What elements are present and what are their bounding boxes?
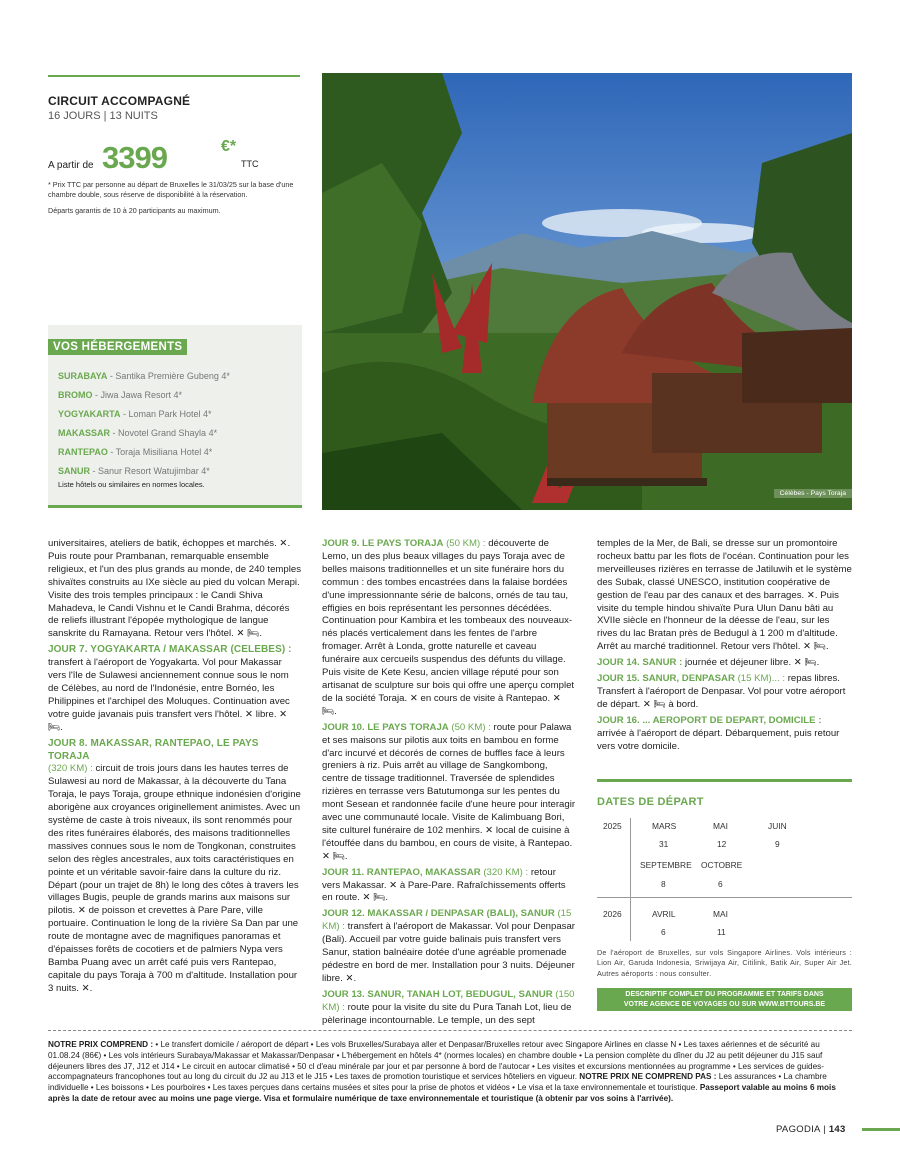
day-label: 31 xyxy=(659,839,669,849)
departure-guarantee: Départs garantis de 10 à 20 participants au maximum. xyxy=(48,206,221,215)
hotels-title: VOS HÉBERGEMENTS xyxy=(48,339,187,355)
price-prefix: A partir de xyxy=(48,160,94,171)
day15: JOUR 15. SANUR, DENPASAR (15 KM)... : repas libres. Transfert à l'aéroport de Denpasar. Vol pour votre aéroport de départ. ✕ 🛏 à bord. xyxy=(597,673,846,710)
cta-line: VOTRE AGENCE DE VOYAGES OU SUR WWW.BTTOURS.BE xyxy=(623,1001,826,1008)
day-label: 9 xyxy=(775,839,780,849)
day16: JOUR 16. ... AEROPORT DE DEPART, DOMICILE : arrivée à l'aéroport de départ. Débarquement, puis retour vers votre domicile. xyxy=(597,714,840,752)
dates-divider-horizontal xyxy=(597,897,852,898)
excluded-text: Les assurances • La chambre individuelle • Les boissons • Les pourboires • Les taxes perçues dans certains musées et sites pour la prise de photos et vidéos • Le visa et la taxe environnementale et touristique. xyxy=(48,1072,827,1093)
dates-title: DATES DE DÉPART xyxy=(597,796,704,808)
hotel-item: RANTEPAO - Toraja Misiliana Hotel 4* xyxy=(58,447,213,457)
departure-dates-table xyxy=(597,818,852,943)
day9: JOUR 9. LE PAYS TORAJA (50 KM) : découverte de Lemo, un des plus beaux villages du pays Toraja avec de belles maisons traditionnelles et un site funéraire hors du commun : des tombes encastrées dans la falaise bordées d'une impressionnante série de balcons, ornés de tau tau, effigies en bois représentant les personnes décédées. Continuation pour Kambira et les tombeaux des nouveaux-nés placés verticalement dans les fentes de l'arbre fromager. Arrêt à Londa, grotte naturelle et caveau funéraire aux cercueils suspendus des défunts du village. Puis visite de Kete Kesu, ancien village réputé pour son artisanat de sculpture sur bois qui offre une aperçu complet de la société Toraja. ✕ en cours de visite à Rantepao. ✕ 🛏. xyxy=(322,538,575,717)
flights-notice: De l'aéroport de Bruxelles, sur vols Singapore Airlines. Vols intérieurs : Lion Air, Garuda Indonesia, Sriwijaya Air, Citilink, Batik Air, Super Air Jet. Autres aéroports : nous consulter. xyxy=(597,948,852,978)
month-label: SEPTEMBRE xyxy=(640,860,692,870)
photo-caption: Célèbes - Pays Toraja xyxy=(774,489,852,498)
day-label: 11 xyxy=(717,927,726,937)
day8-text: (320 KM) : circuit de trois jours dans les hautes terres de Sulawesi au nord de Makassar, à la découverte du Tana Toraja, le pays Toraja, groupe ethnique indonésien d'origine aborigène aux croyances originellement animistes. Avec un système de caste à trois niveaux, ils sont renommés pour des rites funéraires élaborés, des maisons traditionnelles massives connues sous le nom de Tongkonan, construites selon des règles ancestrales, aux toits caractéristiques en pointe et un véritable savoir-faire dans la culture du riz. Départ (pour un trajet de 8h) le long des côtes à travers les villages Bugis, peuple de grands marins aux maisons sur pilotis. ✕ de poisson et crevettes à Pare Pare, ville portuaire. Continuation le long de la rivière Sa Dan par une route de montagne avec de magnifiques panoramas et d'épaisses forêts de cocotiers et de palmiers Nypa vers Bamba Puang avec un arrêt café puis vers Rantepao, capitale du pays Toraja à 700 m d'altitude. Installation pour 3 nuits. ✕. xyxy=(48,763,301,994)
program-cta[interactable] xyxy=(597,988,852,1011)
year-2026: 2026 xyxy=(603,909,622,919)
day11: JOUR 11. RANTEPAO, MAKASSAR (320 KM) : retour vers Makassar. ✕ à Pare-Pare. Rafraîchissements offerts en route. ✕ 🛏. xyxy=(322,866,566,904)
price-conditions xyxy=(48,1040,852,1105)
day12: JOUR 12. MAKASSAR / DENPASAR (BALI), SANUR (15 KM) : transfert à l'aéroport de Makassar. Vol pour Denpasar (Bali). Accueil par votre guide balinais puis transfert vers Sanur, station balnéaire dotée d'une agréable promenade pédestre en bord de mer. Installation pour 3 nuits. Déjeuner libre. ✕. xyxy=(322,908,575,984)
hotels-divider xyxy=(48,505,302,508)
footer-accent-bar xyxy=(862,1128,900,1131)
price-value: 3399 xyxy=(102,140,167,175)
day14: JOUR 14. SANUR : journée et déjeuner libre. ✕ 🛏. xyxy=(597,657,820,669)
hotels-note: Liste hôtels ou similaires en normes locales. xyxy=(58,480,205,489)
month-label: AVRIL xyxy=(652,909,676,919)
footer-divider xyxy=(48,1030,852,1031)
day-label: 12 xyxy=(717,839,727,849)
month-label: OCTOBRE xyxy=(701,860,743,870)
hotel-item: SANUR - Sanur Resort Watujimbar 4* xyxy=(58,466,210,476)
day-label: 6 xyxy=(661,927,666,937)
passport-note: Passeport valable au moins 6 mois après la date de retour avec au moins une page vierge. Visa et formulaire numérique de taxe environnementale et touristique (à obtenir par vos soins à l'arrivée). xyxy=(48,1083,836,1103)
header-rule xyxy=(48,75,300,77)
day8-title: JOUR 8. MAKASSAR, RANTEPAO, LE PAYS TORAJA xyxy=(48,737,259,762)
itinerary-column-3 xyxy=(597,538,852,757)
included-text: • Le transfert domicile / aéroport de départ • Les vols Bruxelles/Surabaya aller et Denpasar/Bruxelles retour avec Singapore Airlines en classe N • Les taxes aériennes et de sécurité au 01.08.24 (86€) • Les vols intérieurs Surabaya/Makassar et Makassar/Denpasar • L'hébergement en hôtels 4* (normes locales) en chambre double • La pension complète du dîner du J2 au petit déjeuner du J15 sauf déjeuners libres des J7, J12 et J14 • Le circuit en autocar climatisé • 50 cl d'eau minérale par jour et par personne à bord de l'autocar • Les visites et excursions mentionnées au programme • Les services de guides-accompagnateurs francophones tout au long du circuit du J2 au J13 et le J15 • Les taxes de promotion touristique et services hôteliers en vigueur. xyxy=(48,1040,824,1082)
day7-title: JOUR 7. YOGYAKARTA / MAKASSAR (CELEBES) : xyxy=(48,644,292,656)
dates-divider-vertical xyxy=(630,818,631,941)
toraja-photo xyxy=(322,73,852,510)
hotels-list xyxy=(58,367,230,481)
itinerary-column-2 xyxy=(322,538,576,1031)
hotel-item: YOGYAKARTA - Loman Park Hotel 4* xyxy=(58,409,212,419)
day10: JOUR 10. LE PAYS TORAJA (50 KM) : route pour Palawa et ses maisons sur pilotis aux toits en bambou en forme d'arc incurvé et décorés de cornes de buffles face à leurs greniers à riz. Puis arrêt au village de Sangkombong, centre de tissage traditionnel. Traversée de splendides rizières en terrasse vers Batutumonga sur les pentes du mont Sesean et randonnée facile d'une heure pour interagir avec une communauté locale. Visite de Kalimbuang Bori, site culturel funéraire de 102 menhirs. ✕ local de cuisine à l'étouffée dans du bambou, en cours de visite, à Rantepao. ✕ 🛏. xyxy=(322,721,576,862)
trip-duration: 16 JOURS | 13 NUITS xyxy=(48,110,158,122)
day-label: 6 xyxy=(718,879,723,889)
month-label: MARS xyxy=(652,821,677,831)
day13-continuation: temples de la Mer, de Bali, se dresse sur un promontoire rocheux battu par les flots de l'océan. Continuation pour les merveilleuses rizières en terrasse de Jatiluwih et le système des Subak, classé UNESCO, institution coopérative de gestion de l'eau par des canaux et des barrages. ✕. Puis visite du temple hindou shivaïte Pura Ulun Danu bâti au XVIIe siècle en l'honneur de la déesse de l'eau, sur les rives du lac Bratan près de Bedugul à 1 200 m d'altitude. Arrêt au marché traditionnel. Retour vers l'hôtel. ✕ 🛏. xyxy=(597,538,852,653)
price-currency: €* xyxy=(221,138,237,155)
day6-continuation: universitaires, ateliers de batik, échoppes et marchés. ✕. Puis route pour Prambanan, remarquable ensemble religieux, et l'un des plus grands au monde, de 240 temples shivaïtes construits au IXe siècle au pied du volcan Merapi. Visite des trois temples principaux : le Candi Shiva Mahadeva, le Candi Vishnu et le Candi Brahma, décorés de reliefs illustrant l'épopée mythologique de langue sanskrite du Ramayana. Retour vers l'hôtel. ✕ 🛏. xyxy=(48,538,302,640)
included-label: NOTRE PRIX COMPREND : xyxy=(48,1040,156,1049)
dates-rule xyxy=(597,779,852,782)
year-2025: 2025 xyxy=(603,821,622,831)
hotel-item: SURABAYA - Santika Première Gubeng 4* xyxy=(58,371,230,381)
month-label: MAI xyxy=(713,909,728,919)
hotel-item: MAKASSAR - Novotel Grand Shayla 4* xyxy=(58,428,218,438)
circuit-type: CIRCUIT ACCOMPAGNÉ xyxy=(48,94,191,108)
day-label: 8 xyxy=(661,879,666,889)
month-label: JUIN xyxy=(768,821,787,831)
page-footer: PAGODIA | 143 xyxy=(776,1124,846,1135)
itinerary-column-1 xyxy=(48,538,302,999)
brand-name: PAGODIA xyxy=(776,1124,821,1135)
price-ttc: TTC xyxy=(241,159,259,169)
excluded-label: NOTRE PRIX NE COMPREND PAS : xyxy=(579,1072,719,1082)
price-footnote: * Prix TTC par personne au départ de Bruxelles le 31/03/25 sur la base d'une chambre double, sous réserve de disponibilité à la réservation. xyxy=(48,180,294,200)
day13: JOUR 13. SANUR, TANAH LOT, BEDUGUL, SANUR (150 KM) : route pour la visite du site du Pura Tanah Lot, lieu de pèlerinage incontournable. Le temple, un des sept xyxy=(322,988,575,1026)
toraja-landscape-illustration xyxy=(322,73,852,510)
day7-text: transfert à l'aéroport de Yogyakarta. Vol pour Makassar vers l'île de Sulawesi anciennement connue sous le nom de Célèbes, au nord de l'Indonésie, entre Bornéo, les Philippines et l'archipel des Moluques. Continuation avec votre guide javanais puis transfert vers l'hôtel. ✕ libre. ✕ 🛏. xyxy=(48,657,290,733)
hotels-box xyxy=(48,325,302,506)
cta-line: DESCRIPTIF COMPLET DU PROGRAMME ET TARIFS DANS xyxy=(625,991,824,998)
month-label: MAI xyxy=(713,821,728,831)
hotel-item: BROMO - Jiwa Jawa Resort 4* xyxy=(58,390,183,400)
page-number: 143 xyxy=(828,1124,846,1135)
price-block xyxy=(48,140,308,176)
